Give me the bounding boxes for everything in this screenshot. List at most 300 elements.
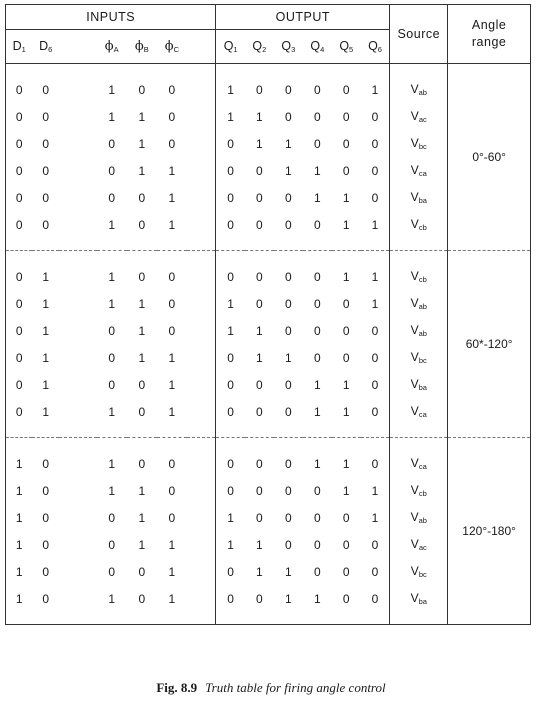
col-gap (59, 211, 97, 238)
output-cell: 0 (342, 510, 350, 525)
input-cell: 1 (138, 483, 146, 498)
col-header-q1 (216, 30, 245, 64)
output-cell: 0 (313, 136, 321, 151)
spacer-cell (390, 251, 448, 264)
source-sub: bc (418, 356, 427, 365)
input-cell: 1 (168, 564, 176, 579)
col-gap (187, 504, 216, 531)
output-cell: 0 (216, 184, 245, 211)
source-cell (390, 211, 448, 238)
input-cell: 1 (168, 404, 176, 419)
output-cell: 0 (342, 296, 350, 311)
output-cell: 0 (256, 217, 263, 232)
input-cell: 0 (6, 317, 33, 344)
output-cell: 0 (256, 190, 263, 205)
col-gap (187, 371, 216, 398)
col-gap (187, 211, 216, 238)
output-cell: 0 (313, 350, 321, 365)
spacer-cell (6, 612, 216, 625)
col-gap (59, 585, 97, 612)
output-cell: 1 (342, 269, 350, 284)
source-base: V (410, 564, 419, 578)
output-cell: 0 (371, 350, 379, 365)
input-cell: 0 (42, 591, 50, 606)
input-cell: 1 (6, 531, 33, 558)
input-cell: 0 (42, 190, 50, 205)
input-cell: 1 (138, 163, 146, 178)
col-header-base: ϕ (164, 39, 174, 54)
input-cell: 1 (42, 404, 50, 419)
input-cell: 0 (6, 211, 33, 238)
output-cell: 0 (313, 323, 321, 338)
output-cell: 1 (313, 456, 321, 471)
col-gap (59, 558, 97, 585)
output-cell: 1 (284, 564, 292, 579)
source-base: V (410, 217, 419, 231)
source-sub: ca (418, 169, 427, 178)
col-gap (187, 30, 216, 64)
source-base: V (410, 377, 419, 391)
output-cell: 1 (284, 136, 292, 151)
col-gap (187, 531, 216, 558)
angle-range-cell (448, 64, 531, 251)
input-cell: 0 (168, 269, 176, 284)
output-cell: 0 (284, 82, 292, 97)
output-cell: 1 (256, 323, 263, 338)
figure-caption (0, 680, 542, 696)
output-cell: 0 (256, 269, 263, 284)
source-base: V (410, 323, 419, 337)
input-cell: 0 (138, 82, 146, 97)
input-cell: 1 (168, 350, 176, 365)
inputs-header: INPUTS (6, 5, 216, 30)
source-cell (390, 398, 448, 425)
spacer-cell (216, 425, 390, 438)
output-cell: 0 (216, 157, 245, 184)
angle-header-line2: range (471, 35, 507, 49)
col-header-base: D (39, 39, 49, 53)
col-gap (187, 290, 216, 317)
col-header-base: Q (281, 39, 292, 53)
col-gap (59, 290, 97, 317)
col-gap (59, 477, 97, 504)
col-header-sub: 1 (233, 45, 238, 54)
input-cell: 0 (168, 456, 176, 471)
input-cell: 0 (6, 263, 33, 290)
source-header: Source (390, 5, 448, 64)
output-cell: 1 (313, 404, 321, 419)
output-cell: 1 (342, 404, 350, 419)
source-sub: ab (418, 88, 427, 97)
output-cell: 1 (284, 591, 292, 606)
output-cell: 0 (371, 591, 379, 606)
col-header-base: ϕ (134, 39, 144, 54)
input-cell: 0 (6, 184, 33, 211)
source-base: V (410, 296, 419, 310)
source-sub: ba (418, 196, 427, 205)
input-cell: 0 (168, 323, 176, 338)
input-cell: 0 (6, 371, 33, 398)
col-header-q4 (303, 30, 332, 64)
source-cell (390, 263, 448, 290)
output-cell: 0 (256, 510, 263, 525)
source-cell (390, 531, 448, 558)
source-sub: ab (418, 516, 427, 525)
truth-table-body (6, 64, 531, 625)
output-cell: 0 (216, 263, 245, 290)
output-cell: 0 (256, 591, 263, 606)
input-cell: 0 (108, 163, 116, 178)
source-base: V (410, 269, 419, 283)
source-sub: ab (418, 302, 427, 311)
output-cell: 0 (256, 377, 263, 392)
input-cell: 0 (6, 130, 33, 157)
output-cell: 0 (371, 537, 379, 552)
input-cell: 0 (6, 157, 33, 184)
angle-header-line1: Angle (471, 18, 507, 32)
source-base: V (410, 82, 419, 96)
output-cell: 1 (371, 510, 379, 525)
input-cell: 1 (42, 377, 50, 392)
input-cell: 0 (108, 377, 116, 392)
source-cell (390, 130, 448, 157)
output-cell: 0 (371, 323, 379, 338)
angle-range-cell (448, 438, 531, 625)
source-cell (390, 184, 448, 211)
output-cell: 0 (216, 558, 245, 585)
output-cell: 1 (216, 317, 245, 344)
output-cell: 0 (256, 483, 263, 498)
source-sub: ab (418, 329, 427, 338)
output-cell: 1 (313, 591, 321, 606)
output-cell: 1 (216, 531, 245, 558)
col-gap (59, 504, 97, 531)
output-cell: 0 (216, 585, 245, 612)
col-header-sub: 6 (48, 45, 53, 54)
output-cell: 0 (284, 323, 292, 338)
col-header-sub: 3 (291, 45, 296, 54)
output-cell: 0 (284, 483, 292, 498)
input-cell: 0 (42, 109, 50, 124)
source-cell (390, 103, 448, 130)
output-cell: 0 (342, 109, 350, 124)
output-cell: 0 (284, 537, 292, 552)
output-cell: 1 (371, 217, 379, 232)
col-gap (187, 477, 216, 504)
input-cell: 1 (6, 558, 33, 585)
input-cell: 0 (42, 217, 50, 232)
output-cell: 0 (256, 456, 263, 471)
output-cell: 1 (313, 190, 321, 205)
output-cell: 1 (216, 76, 245, 103)
col-header-phi-c (157, 30, 187, 64)
input-cell: 0 (42, 163, 50, 178)
spacer-cell (390, 425, 448, 438)
source-cell (390, 317, 448, 344)
col-header-base: ϕ (104, 39, 114, 54)
input-cell: 0 (108, 350, 116, 365)
source-sub: ba (418, 383, 427, 392)
source-cell (390, 558, 448, 585)
col-gap (187, 344, 216, 371)
figure-label: Fig. 8.9 (156, 680, 198, 695)
input-cell: 1 (168, 190, 176, 205)
output-cell: 0 (216, 477, 245, 504)
output-cell: 1 (256, 109, 263, 124)
group-spacer (6, 251, 531, 264)
source-sub: cb (418, 489, 427, 498)
output-cell: 1 (216, 103, 245, 130)
output-cell: 0 (342, 537, 350, 552)
output-cell: 0 (342, 323, 350, 338)
col-header-sub: C (173, 45, 179, 54)
output-cell: 0 (342, 82, 350, 97)
output-cell: 0 (256, 296, 263, 311)
output-cell: 0 (371, 377, 379, 392)
output-cell: 0 (284, 217, 292, 232)
col-gap (187, 130, 216, 157)
spacer-cell (216, 438, 390, 451)
input-cell: 0 (168, 296, 176, 311)
input-cell: 0 (138, 456, 146, 471)
input-cell: 0 (6, 344, 33, 371)
source-cell (390, 344, 448, 371)
input-cell: 1 (168, 537, 176, 552)
input-cell: 0 (108, 510, 116, 525)
col-header-d6 (32, 30, 59, 64)
output-cell: 0 (371, 404, 379, 419)
output-cell: 0 (371, 136, 379, 151)
col-header-sub: B (143, 45, 149, 54)
output-cell: 1 (284, 350, 292, 365)
output-cell: 0 (216, 211, 245, 238)
col-gap (59, 531, 97, 558)
input-cell: 0 (138, 190, 146, 205)
spacer-cell (6, 238, 216, 251)
col-gap (187, 450, 216, 477)
col-header-base: Q (310, 39, 321, 53)
col-gap (59, 76, 97, 103)
col-gap (59, 130, 97, 157)
output-cell: 0 (256, 163, 263, 178)
output-cell: 0 (313, 296, 321, 311)
col-header-phi-a (97, 30, 127, 64)
output-cell: 0 (371, 456, 379, 471)
col-header-sub: 5 (349, 45, 354, 54)
output-cell: 0 (284, 269, 292, 284)
output-cell: 1 (256, 537, 263, 552)
output-cell: 1 (371, 296, 379, 311)
output-cell: 0 (313, 483, 321, 498)
input-cell: 0 (6, 103, 33, 130)
input-cell: 0 (42, 456, 50, 471)
output-cell: 1 (256, 564, 263, 579)
col-header-sub: 1 (21, 45, 26, 54)
spacer-cell (216, 251, 390, 264)
input-cell: 1 (6, 477, 33, 504)
output-cell: 1 (342, 190, 350, 205)
col-gap (187, 184, 216, 211)
source-cell (390, 450, 448, 477)
input-cell: 1 (108, 456, 116, 471)
input-cell: 0 (138, 591, 146, 606)
input-cell: 1 (42, 323, 50, 338)
input-cell: 1 (168, 163, 176, 178)
input-cell: 1 (168, 377, 176, 392)
col-gap (187, 103, 216, 130)
input-cell: 0 (168, 82, 176, 97)
col-header-base: D (12, 39, 22, 53)
source-base: V (410, 456, 419, 470)
output-cell: 1 (371, 483, 379, 498)
output-cell: 0 (216, 344, 245, 371)
output-cell: 0 (284, 456, 292, 471)
output-cell: 1 (342, 456, 350, 471)
output-cell: 1 (371, 269, 379, 284)
spacer-cell (6, 438, 216, 451)
source-sub: cb (418, 223, 427, 232)
col-gap (187, 317, 216, 344)
output-cell: 0 (284, 377, 292, 392)
output-cell: 0 (371, 109, 379, 124)
output-cell: 0 (313, 564, 321, 579)
input-cell: 1 (138, 136, 146, 151)
col-gap (59, 157, 97, 184)
col-gap (59, 103, 97, 130)
source-sub: ca (418, 462, 427, 471)
spacer-cell (216, 238, 390, 251)
input-cell: 1 (42, 296, 50, 311)
input-cell: 0 (138, 564, 146, 579)
input-cell: 1 (108, 591, 116, 606)
col-gap (187, 157, 216, 184)
col-gap (59, 263, 97, 290)
output-cell: 0 (284, 404, 292, 419)
input-cell: 0 (138, 217, 146, 232)
source-cell (390, 76, 448, 103)
source-base: V (410, 510, 419, 524)
input-cell: 1 (138, 109, 146, 124)
output-cell: 0 (342, 163, 350, 178)
input-cell: 0 (168, 510, 176, 525)
col-gap (59, 398, 97, 425)
col-header-sub: 2 (262, 45, 267, 54)
output-cell: 0 (313, 537, 321, 552)
col-gap (187, 558, 216, 585)
output-cell: 1 (371, 82, 379, 97)
source-base: V (410, 591, 419, 605)
spacer-cell (390, 612, 448, 625)
source-cell (390, 157, 448, 184)
output-cell: 0 (371, 190, 379, 205)
col-header-base: Q (252, 39, 263, 53)
source-sub: ac (418, 115, 427, 124)
input-cell: 0 (138, 377, 146, 392)
input-cell: 1 (108, 483, 116, 498)
input-cell: 0 (6, 398, 33, 425)
output-cell: 0 (342, 136, 350, 151)
angle-range: 120°-180° (462, 524, 516, 538)
input-cell: 1 (138, 323, 146, 338)
source-base: V (410, 404, 419, 418)
spacer-cell (390, 438, 448, 451)
col-gap (187, 76, 216, 103)
output-cell: 1 (342, 377, 350, 392)
input-cell: 0 (6, 290, 33, 317)
input-cell: 1 (138, 350, 146, 365)
col-header-q3 (274, 30, 303, 64)
angle-range-header (448, 5, 531, 64)
input-cell: 1 (108, 109, 116, 124)
output-cell: 1 (342, 483, 350, 498)
output-cell: 0 (284, 510, 292, 525)
source-base: V (410, 483, 419, 497)
col-header-base: Q (368, 39, 378, 53)
input-cell: 1 (108, 82, 116, 97)
source-cell (390, 477, 448, 504)
source-base: V (410, 190, 419, 204)
col-header-sub: 4 (320, 45, 325, 54)
spacer-cell (390, 64, 448, 77)
spacer-cell (6, 251, 216, 264)
group-spacer (6, 64, 531, 77)
input-cell: 0 (42, 510, 50, 525)
input-cell: 1 (108, 296, 116, 311)
output-cell: 0 (313, 269, 321, 284)
col-header-q2 (245, 30, 274, 64)
col-header-q6 (361, 30, 390, 64)
output-cell: 0 (256, 82, 263, 97)
input-cell: 0 (138, 404, 146, 419)
col-header-base: Q (223, 39, 234, 53)
input-cell: 0 (108, 136, 116, 151)
input-cell: 0 (42, 537, 50, 552)
output-cell: 0 (342, 350, 350, 365)
input-cell: 1 (168, 217, 176, 232)
output-cell: 0 (216, 450, 245, 477)
source-sub: bc (418, 570, 427, 579)
input-cell: 1 (6, 585, 33, 612)
output-cell: 0 (256, 404, 263, 419)
spacer-cell (6, 64, 216, 77)
input-cell: 0 (108, 323, 116, 338)
output-cell: 0 (216, 371, 245, 398)
figure-title: Truth table for firing angle control (205, 680, 386, 695)
input-cell: 0 (42, 136, 50, 151)
angle-range: 0°-60° (472, 150, 506, 164)
output-cell: 0 (284, 296, 292, 311)
input-cell: 1 (6, 450, 33, 477)
truth-table (5, 4, 531, 625)
input-cell: 1 (42, 350, 50, 365)
input-cell: 0 (42, 483, 50, 498)
col-header-phi-b (127, 30, 157, 64)
source-cell (390, 290, 448, 317)
input-cell: 1 (42, 269, 50, 284)
input-cell: 0 (42, 82, 50, 97)
col-header-sub: 6 (377, 45, 382, 54)
output-cell: 0 (342, 564, 350, 579)
input-cell: 1 (138, 510, 146, 525)
source-base: V (410, 537, 419, 551)
output-cell: 0 (371, 163, 379, 178)
source-sub: ca (418, 410, 427, 419)
output-header: OUTPUT (216, 5, 390, 30)
source-base: V (410, 109, 419, 123)
col-gap (59, 450, 97, 477)
output-cell: 1 (313, 163, 321, 178)
input-cell: 0 (108, 537, 116, 552)
